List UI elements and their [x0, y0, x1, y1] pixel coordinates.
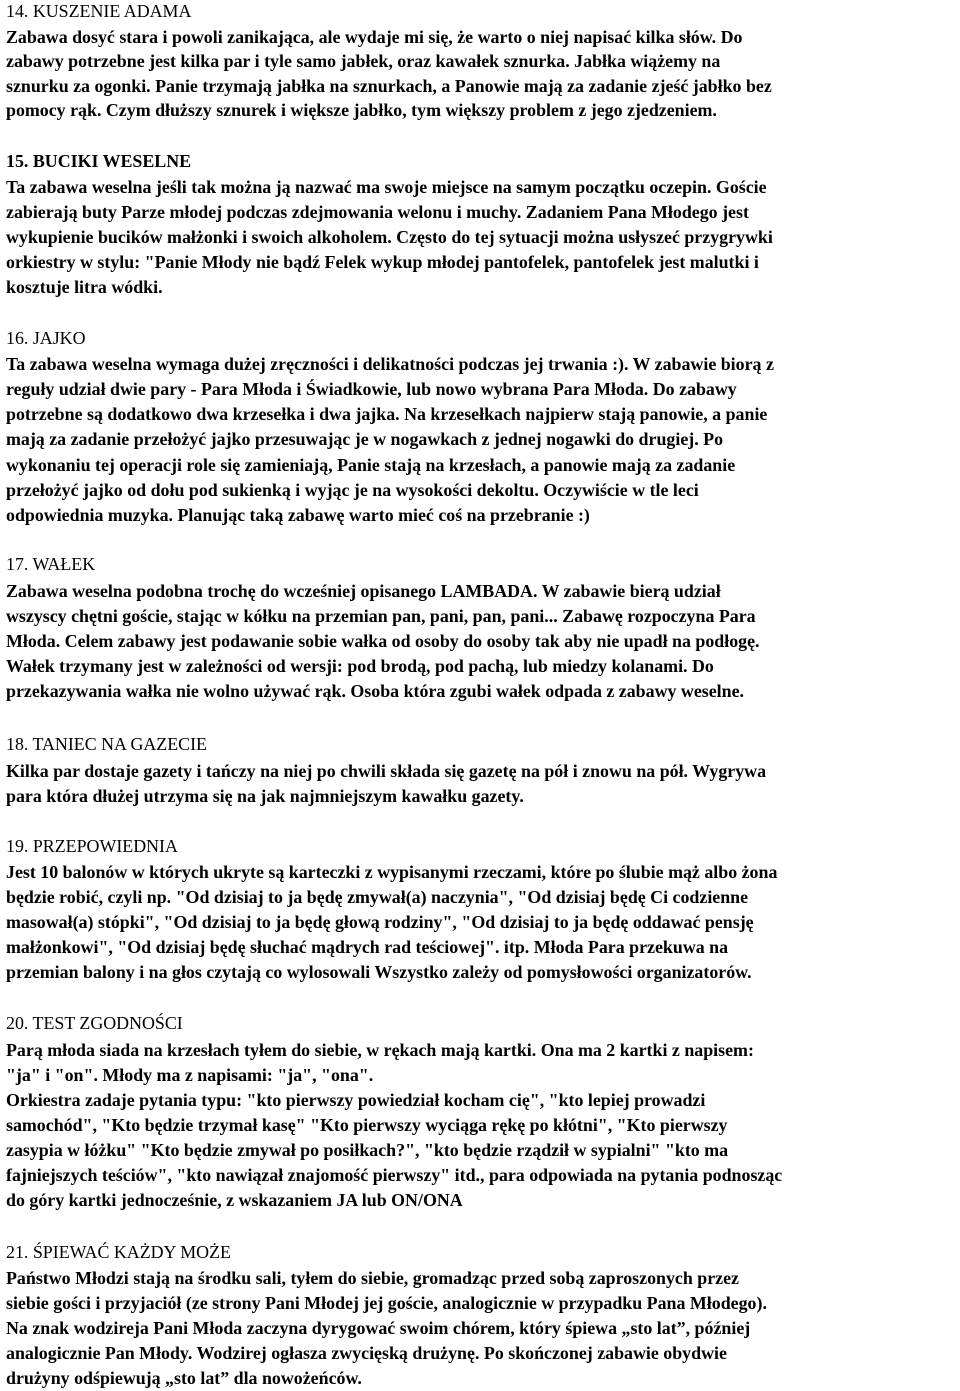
section-16-line: Ta zabawa weselna wymaga dużej zręczności i delikatności podczas jej trwania :). W zabawie biorą z: [6, 354, 774, 374]
section-17-line: przekazywania wałka nie wolno używać rąk. Osoba która zgubi wałek odpada z zabawy weselne.: [6, 681, 745, 701]
section-14-line: pomocy rąk. Czym dłuższy sznurek i większe jabłko, tym większy problem z jego zjedzeniem.: [6, 100, 717, 120]
section-16-line: potrzebne są dodatkowo dwa krzesełka i dwa jajka. Na krzesełkach najpierw stają panowie, a panie: [6, 404, 768, 424]
section-21-line: siebie gości i przyjaciół (ze strony Pani Młodej jej goście, analogicznie w przypadku Pana Młodego).: [6, 1293, 767, 1313]
section-20-line: fajniejszych teściów", "kto nawiązał znajomość pierwszy" itd., para odpowiada na pytania podnosząc: [6, 1165, 783, 1185]
section-20-line: Orkiestra zadaje pytania typu: "kto pierwszy powiedział kocham cię", "kto lepiej prowadzi: [6, 1090, 706, 1110]
section-21-line: Państwo Młodzi stają na środku sali, tyłem do siebie, gromadząc przed sobą zaproszonych przez: [6, 1268, 740, 1288]
section-19-title: 19. PRZEPOWIEDNIA: [6, 836, 178, 856]
section-17-title: 17. WAŁEK: [6, 554, 96, 574]
section-17-line: wszyscy chętni goście, stając w kółku na przemian pan, pani, pan, pani... Zabawę rozpoczyna Para: [6, 606, 756, 626]
section-18-line: para która dłużej utrzyma się na jak najmniejszym kawałku gazety.: [6, 786, 524, 806]
section-15-line: kosztuje litra wódki.: [6, 277, 163, 297]
section-20-line: "ja" i "on". Młody ma z napisami: "ja", "ona".: [6, 1065, 374, 1085]
section-16-title: 16. JAJKO: [6, 328, 86, 348]
section-14-title: 14. KUSZENIE ADAMA: [6, 1, 192, 21]
section-21-line: analogicznie Pan Młody. Wodzirej ogłasza zwycięską drużynę. Po skończonej zabawie obydwie: [6, 1343, 727, 1363]
section-15-line: wykupienie bucików małżonki i swoich alkoholem. Często do tej sytuacji można usłyszeć przygrywki: [6, 227, 773, 247]
section-17-line: Wałek trzymany jest w zależności od wersji: pod brodą, pod pachą, lub miedzy kolanami. Do: [6, 656, 714, 676]
section-16-line: odpowiednia muzyka. Planując taką zabawę warto mieć coś na przebranie :): [6, 505, 590, 525]
section-15-title: 15. BUCIKI WESELNE: [6, 151, 192, 171]
section-19-line: masował(a) stópki", "Od dzisiaj to ja będę głową rodziny", "Od dzisiaj to ja będę oddawać pensję: [6, 912, 754, 932]
section-16-line: mają za zadanie przełożyć jajko przesuwając je w nogawkach z jednej nogawki do drugiej. Po: [6, 429, 724, 449]
section-20-title: 20. TEST ZGODNOŚCI: [6, 1013, 183, 1033]
section-20-line: samochód", "Kto będzie trzymał kasę" "Kto pierwszy wyciąga rękę po kłótni", "Kto pierwszy: [6, 1115, 728, 1135]
section-20-line: Parą młoda siada na krzesłach tyłem do siebie, w rękach mają kartki. Ona ma 2 kartki z napisem:: [6, 1040, 754, 1060]
section-19-line: przemian balony i na głos czytają co wylosowali Wszystko zależy od pomysłowości organizatorów.: [6, 962, 752, 982]
section-18-line: Kilka par dostaje gazety i tańczy na niej po chwili składa się gazetę na pół i znowu na pół. Wygrywa: [6, 761, 767, 781]
section-21-line: drużyny odśpiewują „sto lat” dla nowożeńców.: [6, 1368, 362, 1388]
section-14-line: zabawy potrzebne jest kilka par i tyle samo jabłek, oraz kawałek sznurka. Jabłka wiążemy na: [6, 51, 721, 71]
section-19-line: małżonkowi", "Od dzisiaj będę słuchać mądrych rad teściowej". itp. Młoda Para przekuwa na: [6, 937, 729, 957]
section-15-line: Ta zabawa weselna jeśli tak można ją nazwać ma swoje miejsce na samym początku oczepin. Goście: [6, 177, 767, 197]
section-21-line: Na znak wodzireja Pani Młoda zaczyna dyrygować swoim chórem, który śpiewa „sto lat”, później: [6, 1318, 751, 1338]
section-19-line: Jest 10 balonów w których ukryte są karteczki z wypisanymi rzeczami, które po ślubie mąż albo żona: [6, 862, 778, 882]
section-16-line: reguły udział dwie pary - Para Młoda i Świadkowie, lub nowo wybrana Para Młoda. Do zabawy: [6, 379, 737, 399]
section-15-line: orkiestry w stylu: "Panie Młody nie bądź Felek wykup młodej pantofelek, pantofelek jest malutki i: [6, 252, 759, 272]
section-17-line: Młoda. Celem zabawy jest podawanie sobie wałka od osoby do osoby tak aby nie upadł na podłogę.: [6, 631, 760, 651]
section-14-line: Zabawa dosyć stara i powoli zanikająca, ale wydaje mi się, że warto o niej napisać kilka słów. Do: [6, 27, 743, 47]
section-14-line: sznurku za ogonki. Panie trzymają jabłka na sznurkach, a Panowie mają za zadanie zjeść jabłko bez: [6, 76, 772, 96]
section-21-title: 21. ŚPIEWAĆ KAŻDY MOŻE: [6, 1242, 231, 1262]
section-20-line: do góry kartki jednocześnie, z wskazaniem JA lub ON/ONA: [6, 1190, 463, 1210]
section-15-line: zabierają buty Parze młodej podczas zdejmowania welonu i muchy. Zadaniem Pana Młodego jest: [6, 202, 749, 222]
section-20-line: zasypia w łóżku" "Kto będzie zmywał po posiłkach?", "kto będzie rządził w sypialni" "kto ma: [6, 1140, 729, 1160]
section-18-title: 18. TANIEC NA GAZECIE: [6, 734, 207, 754]
section-17-line: Zabawa weselna podobna trochę do wcześniej opisanego LAMBADA. W zabawie bierą udział: [6, 581, 721, 601]
section-19-line: będzie robić, czyli np. "Od dzisiaj to ja będę zmywał(a) naczynia", "Od dzisiaj będę Ci codzienne: [6, 887, 749, 907]
section-16-line: wykonaniu tej operacji role się zamieniają, Panie stają na krzesłach, a panowie mają za zadanie: [6, 455, 736, 475]
section-16-line: przełożyć jajko od dołu pod sukienką i wyjąc je na wysokości dekoltu. Oczywiście w tle leci: [6, 480, 699, 500]
